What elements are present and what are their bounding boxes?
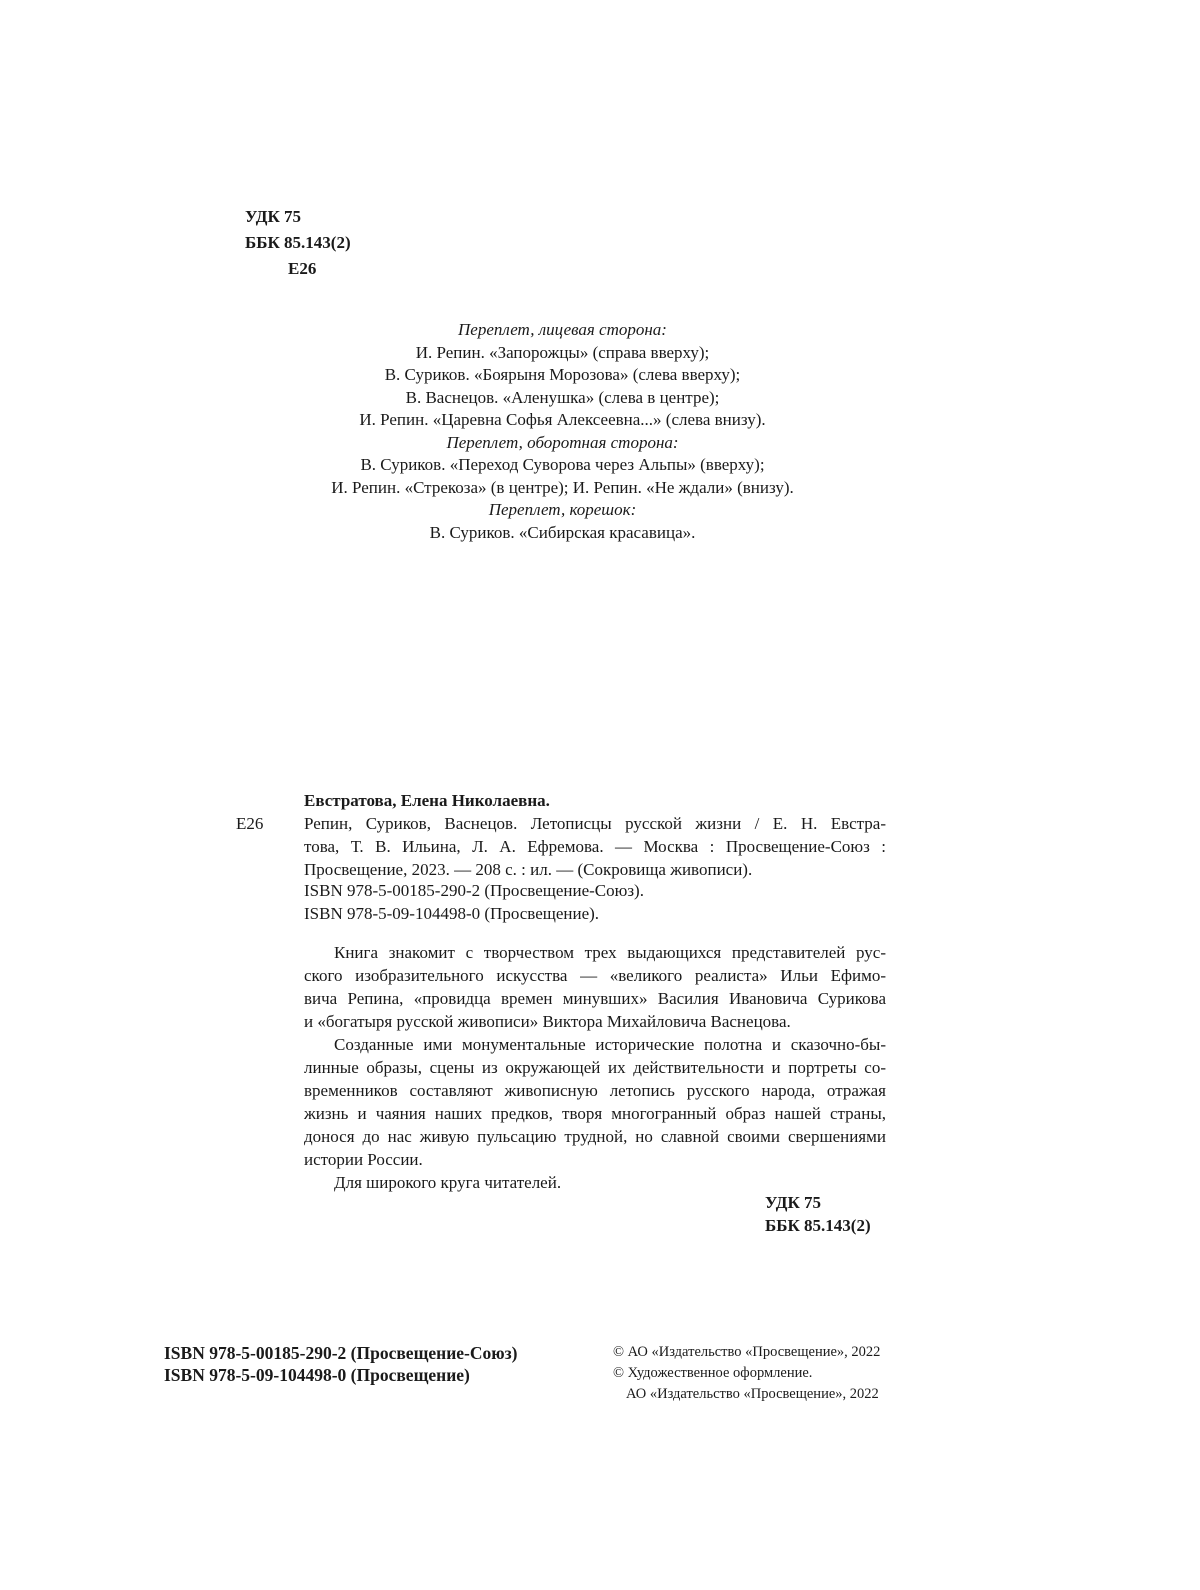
catalog-isbn-line: ISBN 978-5-09-104498-0 (Просвещение). (304, 904, 600, 923)
footer-isbn-line: ISBN 978-5-00185-290-2 (Просвещение-Союз) (164, 1343, 518, 1363)
copyright-line: © АО «Издательство «Просвещение», 2022 (613, 1344, 881, 1360)
annotation-line: жизнь и чаяния наших предков, творя многогранный образ нашей страны, (304, 1104, 886, 1123)
footer-isbn (164, 1342, 518, 1386)
udk-code-top: УДК 75 (245, 207, 302, 226)
udk-code-bottom: УДК 75 (765, 1193, 822, 1212)
footer-isbn-line: ISBN 978-5-09-104498-0 (Просвещение) (164, 1365, 470, 1385)
annotation-line: истории России. (304, 1150, 423, 1169)
annotation-line: донося до нас живую пульсацию трудной, но славной своими свершениями (304, 1127, 886, 1146)
cover-credit-line: И. Репин. «Стрекоза» (в центре); И. Репин. «Не ждали» (внизу). (331, 477, 794, 497)
catalog-author: Евстратова, Елена Николаевна. (304, 791, 550, 810)
cover-credit-heading: Переплет, оборотная сторона: (446, 432, 679, 452)
author-mark-top: Е26 (288, 259, 317, 278)
catalog-isbn-line: ISBN 978-5-00185-290-2 (Просвещение-Союз). (304, 881, 644, 900)
cover-credit-line: В. Васнецов. «Аленушка» (слева в центре); (405, 387, 720, 407)
annotation-line: ского изобразительного искусства — «великого реалиста» Ильи Ефимо- (304, 966, 886, 985)
cover-credits (0, 319, 1125, 544)
footer-copyright (613, 1342, 880, 1405)
bbk-code-top: ББК 85.143(2) (245, 233, 351, 252)
cover-credit-line: В. Суриков. «Боярыня Морозова» (слева вверху); (384, 365, 741, 384)
cover-credit-line: В. Суриков. «Сибирская красавица». (429, 522, 696, 542)
catalog-description (304, 812, 886, 881)
bbk-code-bottom: ББК 85.143(2) (765, 1216, 871, 1235)
catalog-isbn (304, 879, 886, 925)
annotation-line: Созданные ими монументальные исторические полотна и сказочно-бы- (334, 1035, 886, 1054)
annotation-line: Для широкого круга читателей. (334, 1173, 562, 1192)
cover-credit-line: И. Репин. «Запорожцы» (справа вверху); (415, 342, 710, 362)
copyright-line: АО «Издательство «Просвещение», 2022 (626, 1386, 879, 1402)
cover-credit-line: В. Суриков. «Переход Суворова через Альпы» (вверху); (360, 455, 765, 474)
cover-credit-line: И. Репин. «Царевна Софья Алексеевна...» (слева внизу). (359, 410, 766, 429)
catalog-author-mark: Е26 (236, 814, 264, 833)
catalog-description-line: Просвещение, 2023. — 208 с. : ил. — (Сокровища живописи). (304, 860, 753, 879)
annotation-line: линные образы, сцены из окружающей их действительности и портреты со- (304, 1058, 886, 1077)
catalog-description-line: Репин, Суриков, Васнецов. Летописцы русской жизни / Е. Н. Евстра- (304, 814, 886, 833)
copyright-line: © Художественное оформление. (613, 1365, 813, 1381)
annotation-line: вича Репина, «провидца времен минувших» Василия Ивановича Сурикова (304, 989, 886, 1008)
annotation (304, 941, 886, 1194)
cover-credit-heading: Переплет, корешок: (488, 500, 637, 519)
annotation-line: Книга знакомит с творчеством трех выдающихся представителей рус- (334, 943, 886, 962)
annotation-line: и «богатыря русской живописи» Виктора Михайловича Васнецова. (304, 1012, 791, 1031)
cover-credit-heading: Переплет, лицевая сторона: (458, 320, 667, 339)
annotation-line: временников составляют живописную летопись русского народа, отражая (304, 1081, 886, 1100)
catalog-description-line: това, Т. В. Ильина, Л. А. Ефремова. — Москва : Просвещение-Союз : (304, 837, 886, 856)
